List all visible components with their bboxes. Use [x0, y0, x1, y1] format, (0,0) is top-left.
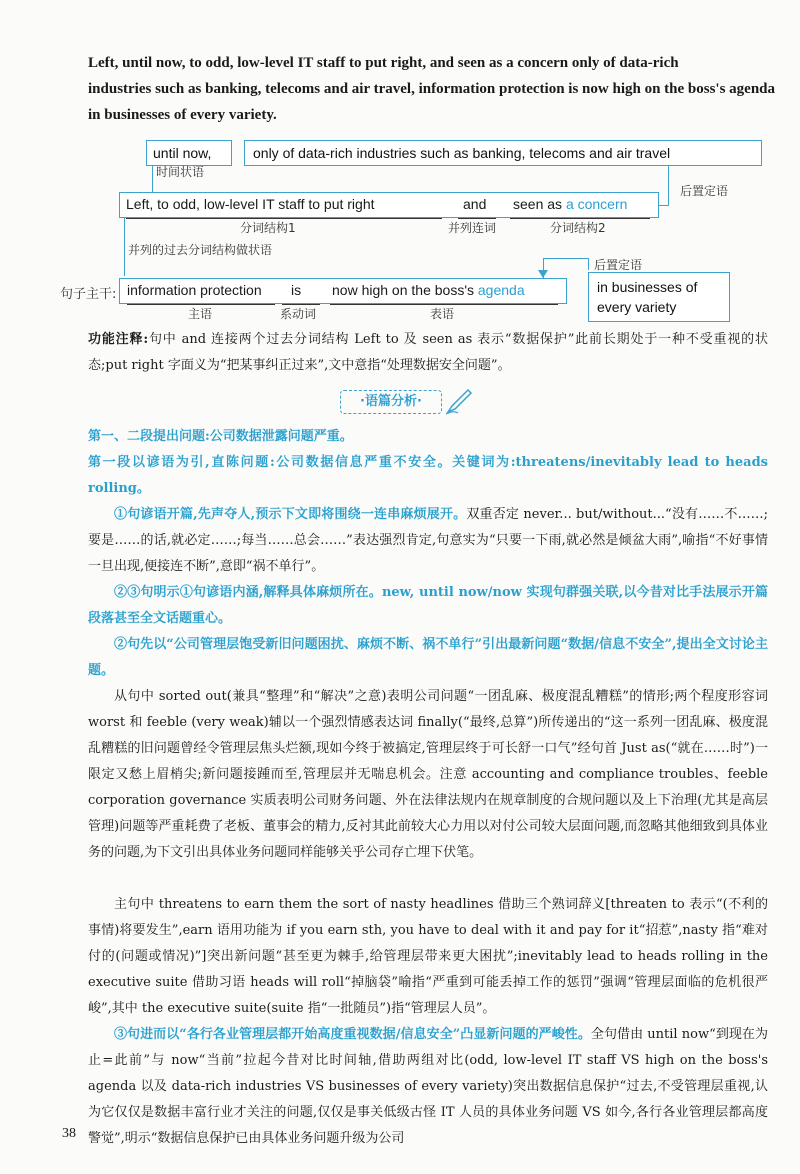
label-parallel-adverbial: 并列的过去分词结构做状语: [128, 243, 273, 257]
word-concern: a concern: [565, 196, 628, 212]
label-linking-verb: 系动词: [280, 307, 317, 321]
box-only-of: only of data-rich industries such as banking, telecoms and air travel: [244, 140, 762, 166]
label-postposed-attribute: 后置定语: [680, 184, 729, 198]
participle-seen-as: seen as: [513, 196, 563, 212]
para-1: 第一、二段提出问题:公司数据泄露问题严重。: [88, 429, 353, 444]
word-agenda: agenda: [477, 282, 525, 298]
para-8: ③句进而以“各行各业管理层都开始高度重视数据/信息安全”凸显新问题的严峻性。全句借由 until now“到现在为止=此前”与 now“当前”拉起今昔对比时间轴,借助两组对比(odd, low-level IT staff VS high on the boss's agenda 以及 data-rich industries VS businesses of every variety)突出数据信息保护“过去,不受管理层重视,认为它仅仅是数据丰富行业才关注的问题,仅仅是事关低级古怪 IT 人员的具体业务问题 VS 如今,各行各业管理层都高度警觉”,明示“数据信息保护已由具体业务问题升级为公司: [88, 1027, 768, 1146]
page-number: 38: [62, 1126, 76, 1141]
label-participle-2: 分词结构2: [550, 221, 606, 235]
para-5: ②句先以“公司管理层饱受新旧问题困扰、麻烦不断、祸不单行”引出最新问题“数据/信息不安全”,提出全文讨论主题。: [88, 637, 768, 678]
subject: information protection: [127, 282, 262, 298]
function-note: 功能注释:句中 and 连接两个过去分词结构 Left to 及 seen as 表示“数据保护”此前长期处于一种不受重视的状态;put right 字面义为“把某事纠正过来”,文中意指“处理数据安全问题”。: [88, 332, 768, 373]
label-subject: 主语: [188, 307, 213, 321]
para-2: 第一段以谚语为引,直陈问题:公司数据信息严重不安全。关键词为:threatens/inevitably lead to heads rolling。: [88, 455, 768, 496]
participle-phrase-1: Left, to odd, low-level IT staff to put right: [126, 196, 375, 212]
label-participle-1: 分词结构1: [240, 221, 296, 235]
conjunction-and: and: [463, 196, 487, 212]
para-4: ②③句明示①句谚语内涵,解释具体麻烦所在。new, until now/now 实现句群强关联,以今昔对比手法展示开篇段落甚至全文话题重心。: [88, 585, 768, 626]
box-businesses: in businesses of every variety: [588, 272, 730, 322]
section-badge: ·语篇分析·: [340, 390, 442, 414]
intro-line-2: industries such as banking, telecoms and air travel, information protection is now high on the boss's agenda: [88, 81, 776, 97]
para-7: 主句中 threatens to earn them the sort of nasty headlines 借助三个熟词辞义[threaten to 表示“(不利的事情)将要发生”,earn 语用功能为 if you earn sth, you have to deal with it and pay for it“招惹”,nasty 指“难对付的(问题或情况)”]突出新问题“甚至更为棘手,给管理层带来更大困扰”;inevitably lead to heads rolling in the executive suite 借助习语 heads will roll“掉脑袋”喻指“严重到可能丢掉工作的惩罚”强调“管理层面临的危机很严峻”,其中 the executive suite(suite 指“一批随员”)指“管理层人员”。: [88, 897, 768, 1016]
label-predicative: 表语: [430, 307, 455, 321]
label-postposed-attribute-2: 后置定语: [594, 258, 643, 272]
label-main-clause: 句子主干:: [60, 287, 117, 302]
linking-verb: is: [291, 282, 302, 298]
intro-line-1: Left, until now, to odd, low-level IT staff to put right, and seen as a concern only of data-rich: [88, 55, 679, 71]
para-6: 从句中 sorted out(兼具“整理”和“解决”之意)表明公司问题“一团乱麻、极度混乱糟糕”的情形;两个程度形容词 worst 和 feeble (very weak)辅以一个强烈情感表达词 finally(“最终,总算”)所传递出的“这一系列一团乱麻、极度混乱糟糕的旧问题曾经令管理层焦头烂额,现如今终于被搞定,管理层终于可长舒一口气”经句首 Just as(“就在……时”)一限定又愁上眉梢尖;新问题接踵而至,管理层并无喘息机会。注意 accounting and compliance troubles、feeble corporation governance 实质表明公司财务问题、外在法律法规内在规章制度的合规问题以及上下治理(尤其是高层管理)问题等严重耗费了老板、董事会的精力,反衬其此前较大心力用以对付公司较大层面问题,而忽略其他细致到具体业务的问题,为下文引出具体业务问题同样能够关乎公司存亡埋下伏笔。: [88, 689, 769, 860]
pen-icon: [444, 386, 474, 420]
para-3: ①句谚语开篇,先声夺人,预示下文即将围绕一连串麻烦展开。双重否定 never... but/without...“没有……不……;要是……的话,就必定……;每当……总会……”表达强烈肯定,句意实为“只要一下雨,就必然是倾盆大雨”,喻指“不好事情一旦出现,便接连不断”,意即“祸不单行”。: [88, 507, 768, 574]
predicative: now high on the boss's: [332, 282, 474, 298]
label-time-adverbial: 时间状语: [156, 165, 205, 179]
label-conjunction: 并列连词: [448, 221, 497, 235]
box-until-now: until now,: [146, 140, 232, 166]
intro-line-3: in businesses of every variety.: [88, 107, 277, 123]
